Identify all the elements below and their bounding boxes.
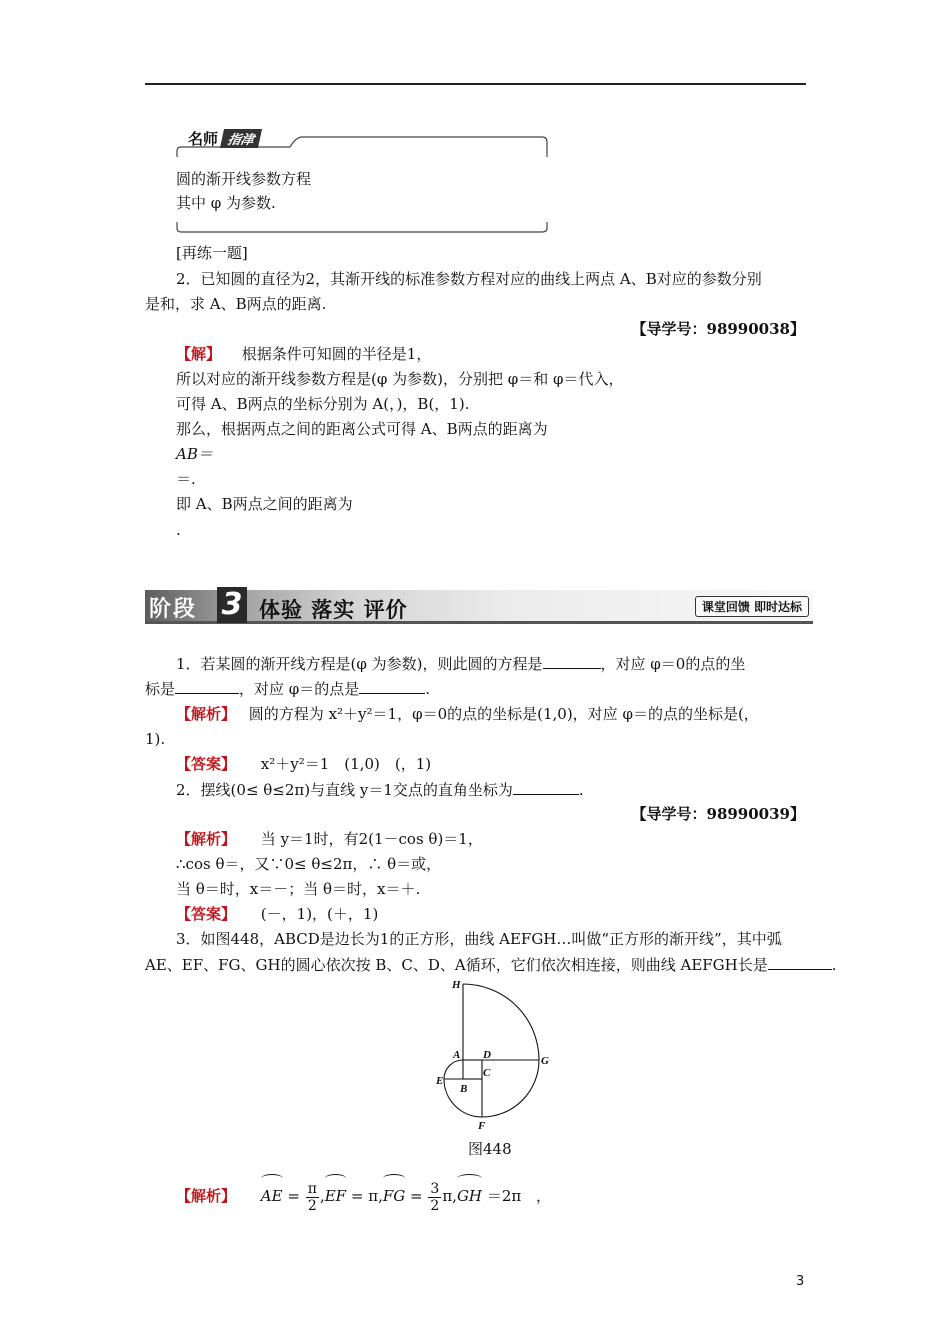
ex1-text-d: ，对应 φ＝的点是 (239, 680, 360, 698)
fraction-2-num: 3 (430, 1180, 440, 1197)
header-rule (145, 83, 806, 85)
fraction-pi-over-2 (306, 1181, 319, 1214)
ex1-answer-label: 【答案】 (176, 755, 237, 773)
ex2-answer-label: 【答案】 (176, 905, 237, 923)
gh-value: ＝2π (486, 1187, 522, 1205)
practice-q2-line-1: 2．已知圆的直径为2，其渐开线的标准参数方程对应的曲线上两点 A、B对应的参数分别 (176, 270, 762, 288)
tips-label-dark: 指津 (220, 129, 262, 148)
arc-fg: FG (383, 1180, 405, 1212)
ex2-analysis-line-2: ∴cos θ＝，又∵0≤ θ≤2π，∴ θ＝或， (176, 855, 442, 873)
tips-line-2: 其中 φ 为参数. (176, 194, 276, 212)
eq-2: = (350, 1187, 364, 1205)
label-c: C (483, 1067, 491, 1079)
stage-title: 体验 落实 评价 (259, 598, 408, 622)
practice-heading: [再练一题] (176, 244, 248, 262)
ex1-text-e: . (425, 680, 431, 698)
eq-3: = (410, 1187, 423, 1205)
square-involute-figure (436, 978, 556, 1132)
practice-solution-line-2: 所以对应的渐开线参数方程是(φ 为参数)，分别把 φ＝和 φ＝代入， (176, 370, 624, 388)
ex1-line-1 (176, 654, 745, 673)
ex2-analysis-label: 【解析】 (176, 830, 237, 848)
pi-2: π (442, 1187, 453, 1205)
ex3-line-2 (145, 955, 837, 974)
stage-banner (145, 587, 813, 624)
ex2-text-a: 2．摆线(0≤ θ≤2π)与直线 y＝1交点的直角坐标为 (176, 781, 513, 799)
arc-gh: GH (457, 1180, 482, 1212)
ex2-answer-text: (－，1)，(＋，1) (260, 905, 379, 923)
ex2-analysis-text-1: 当 y＝1时，有2(1－cos θ)＝1， (260, 830, 483, 848)
practice-solution-line-4: 那么，根据两点之间的距离公式可得 A、B两点的距离为 (176, 420, 548, 438)
solution-label: 【解】 (176, 345, 222, 363)
tips-line-1: 圆的渐开线参数方程 (176, 170, 312, 188)
stage-word: 阶段 (149, 597, 198, 622)
ex1-answer-line (176, 755, 431, 773)
fraction-3-over-2 (428, 1181, 441, 1214)
figure-caption: 图448 (468, 1140, 512, 1158)
ex2-analysis-line-3: 当 θ＝时，x＝－；当 θ＝时，x＝＋. (176, 880, 421, 898)
ex1-analysis-line-2: 1). (145, 730, 166, 748)
ex2-text-b: . (578, 781, 584, 799)
arc-hg (463, 984, 539, 1060)
tips-box-bottom-border (176, 222, 548, 236)
square-abcd (463, 1060, 482, 1079)
ex1-line-2 (145, 679, 430, 698)
ex2-answer-line (176, 905, 378, 923)
ex2-analysis-line-1 (176, 830, 483, 848)
ex3-analysis-label: 【解析】 (176, 1187, 237, 1205)
comma-1: , (319, 1187, 325, 1205)
label-d: D (483, 1049, 491, 1061)
arc-ea (444, 1060, 463, 1079)
label-e: E (436, 1075, 444, 1087)
ex2-blank (513, 780, 579, 795)
arc-ae: AE (261, 1180, 283, 1212)
arc-gf (482, 1060, 539, 1117)
eq-1: = (287, 1187, 300, 1205)
ex3-text-b: . (831, 956, 837, 974)
label-a: A (453, 1049, 461, 1061)
pi-1: π (368, 1187, 379, 1205)
fraction-1-den: 2 (307, 1197, 317, 1214)
practice-q2-line-2: 是和，求 A、B两点的距离. (145, 295, 327, 313)
ex3-text-a: AE、EF、FG、GH的圆心依次按 B、C、D、A循环，它们依次相连接，则曲线 AEFGH长是 (145, 956, 768, 974)
ex1-analysis-text: 圆的方程为 x²＋y²＝1，φ＝0的点的坐标是(1,0)，对应 φ＝的点的坐标是(， (248, 705, 759, 723)
ex1-blank-3 (359, 679, 425, 694)
practice-ref: 【导学号：98990038】 (631, 320, 805, 338)
ex1-text-a: 1．若某圆的渐开线方程是(φ 为参数)，则此圆的方程是 (176, 655, 543, 673)
practice-solution-line-8: . (176, 521, 181, 539)
practice-solution-line-6: ＝. (176, 470, 196, 488)
tips-label-light: 名师 (188, 129, 219, 148)
comma-3: , (452, 1187, 457, 1205)
label-f: F (478, 1120, 486, 1132)
ex3-formula (260, 1180, 552, 1214)
label-b: B (460, 1083, 468, 1095)
ex1-blank-1 (543, 654, 601, 669)
fraction-2-den: 2 (430, 1197, 440, 1214)
formula-trailing-comma: ， (536, 1187, 552, 1205)
practice-solution-line-3: 可得 A、B两点的坐标分别为 A(，)，B(，1). (176, 395, 470, 413)
ex3-analysis-line (176, 1180, 551, 1214)
practice-solution-line-5: AB＝ (176, 445, 213, 463)
arc-ef: EF (325, 1180, 346, 1212)
ex1-analysis-line-1 (176, 705, 759, 723)
stage-number: 3 (217, 587, 247, 623)
fraction-1-num: π (307, 1180, 317, 1197)
page-number: 3 (796, 1274, 805, 1289)
practice-solution-line-1 (176, 345, 431, 363)
ex1-blank-2 (175, 679, 239, 694)
stage-tag: 课堂回馈 即时达标 (695, 596, 809, 617)
tips-label (188, 128, 260, 148)
ex1-text-b: ，对应 φ＝0的点的坐 (600, 655, 746, 673)
label-g: G (541, 1055, 549, 1067)
solution-text-1: 根据条件可知圆的半径是1， (241, 345, 432, 363)
ex2-ref: 【导学号：98990039】 (631, 805, 805, 823)
label-h: H (452, 979, 461, 991)
ex1-analysis-label: 【解析】 (176, 705, 237, 723)
ex3-blank (768, 955, 832, 970)
practice-solution-line-7: 即 A、B两点之间的距离为 (176, 495, 353, 513)
ex2-line-1 (176, 780, 584, 799)
ex3-line-1: 3．如图448，ABCD是边长为1的正方形，曲线 AEFGH…叫做“正方形的渐开线”，其中弧 (176, 930, 782, 948)
comma-2: , (378, 1187, 383, 1205)
ex1-answer-text: x²＋y²＝1 (1,0) (，1) (260, 755, 432, 773)
ex1-text-c: 标是 (145, 680, 176, 698)
